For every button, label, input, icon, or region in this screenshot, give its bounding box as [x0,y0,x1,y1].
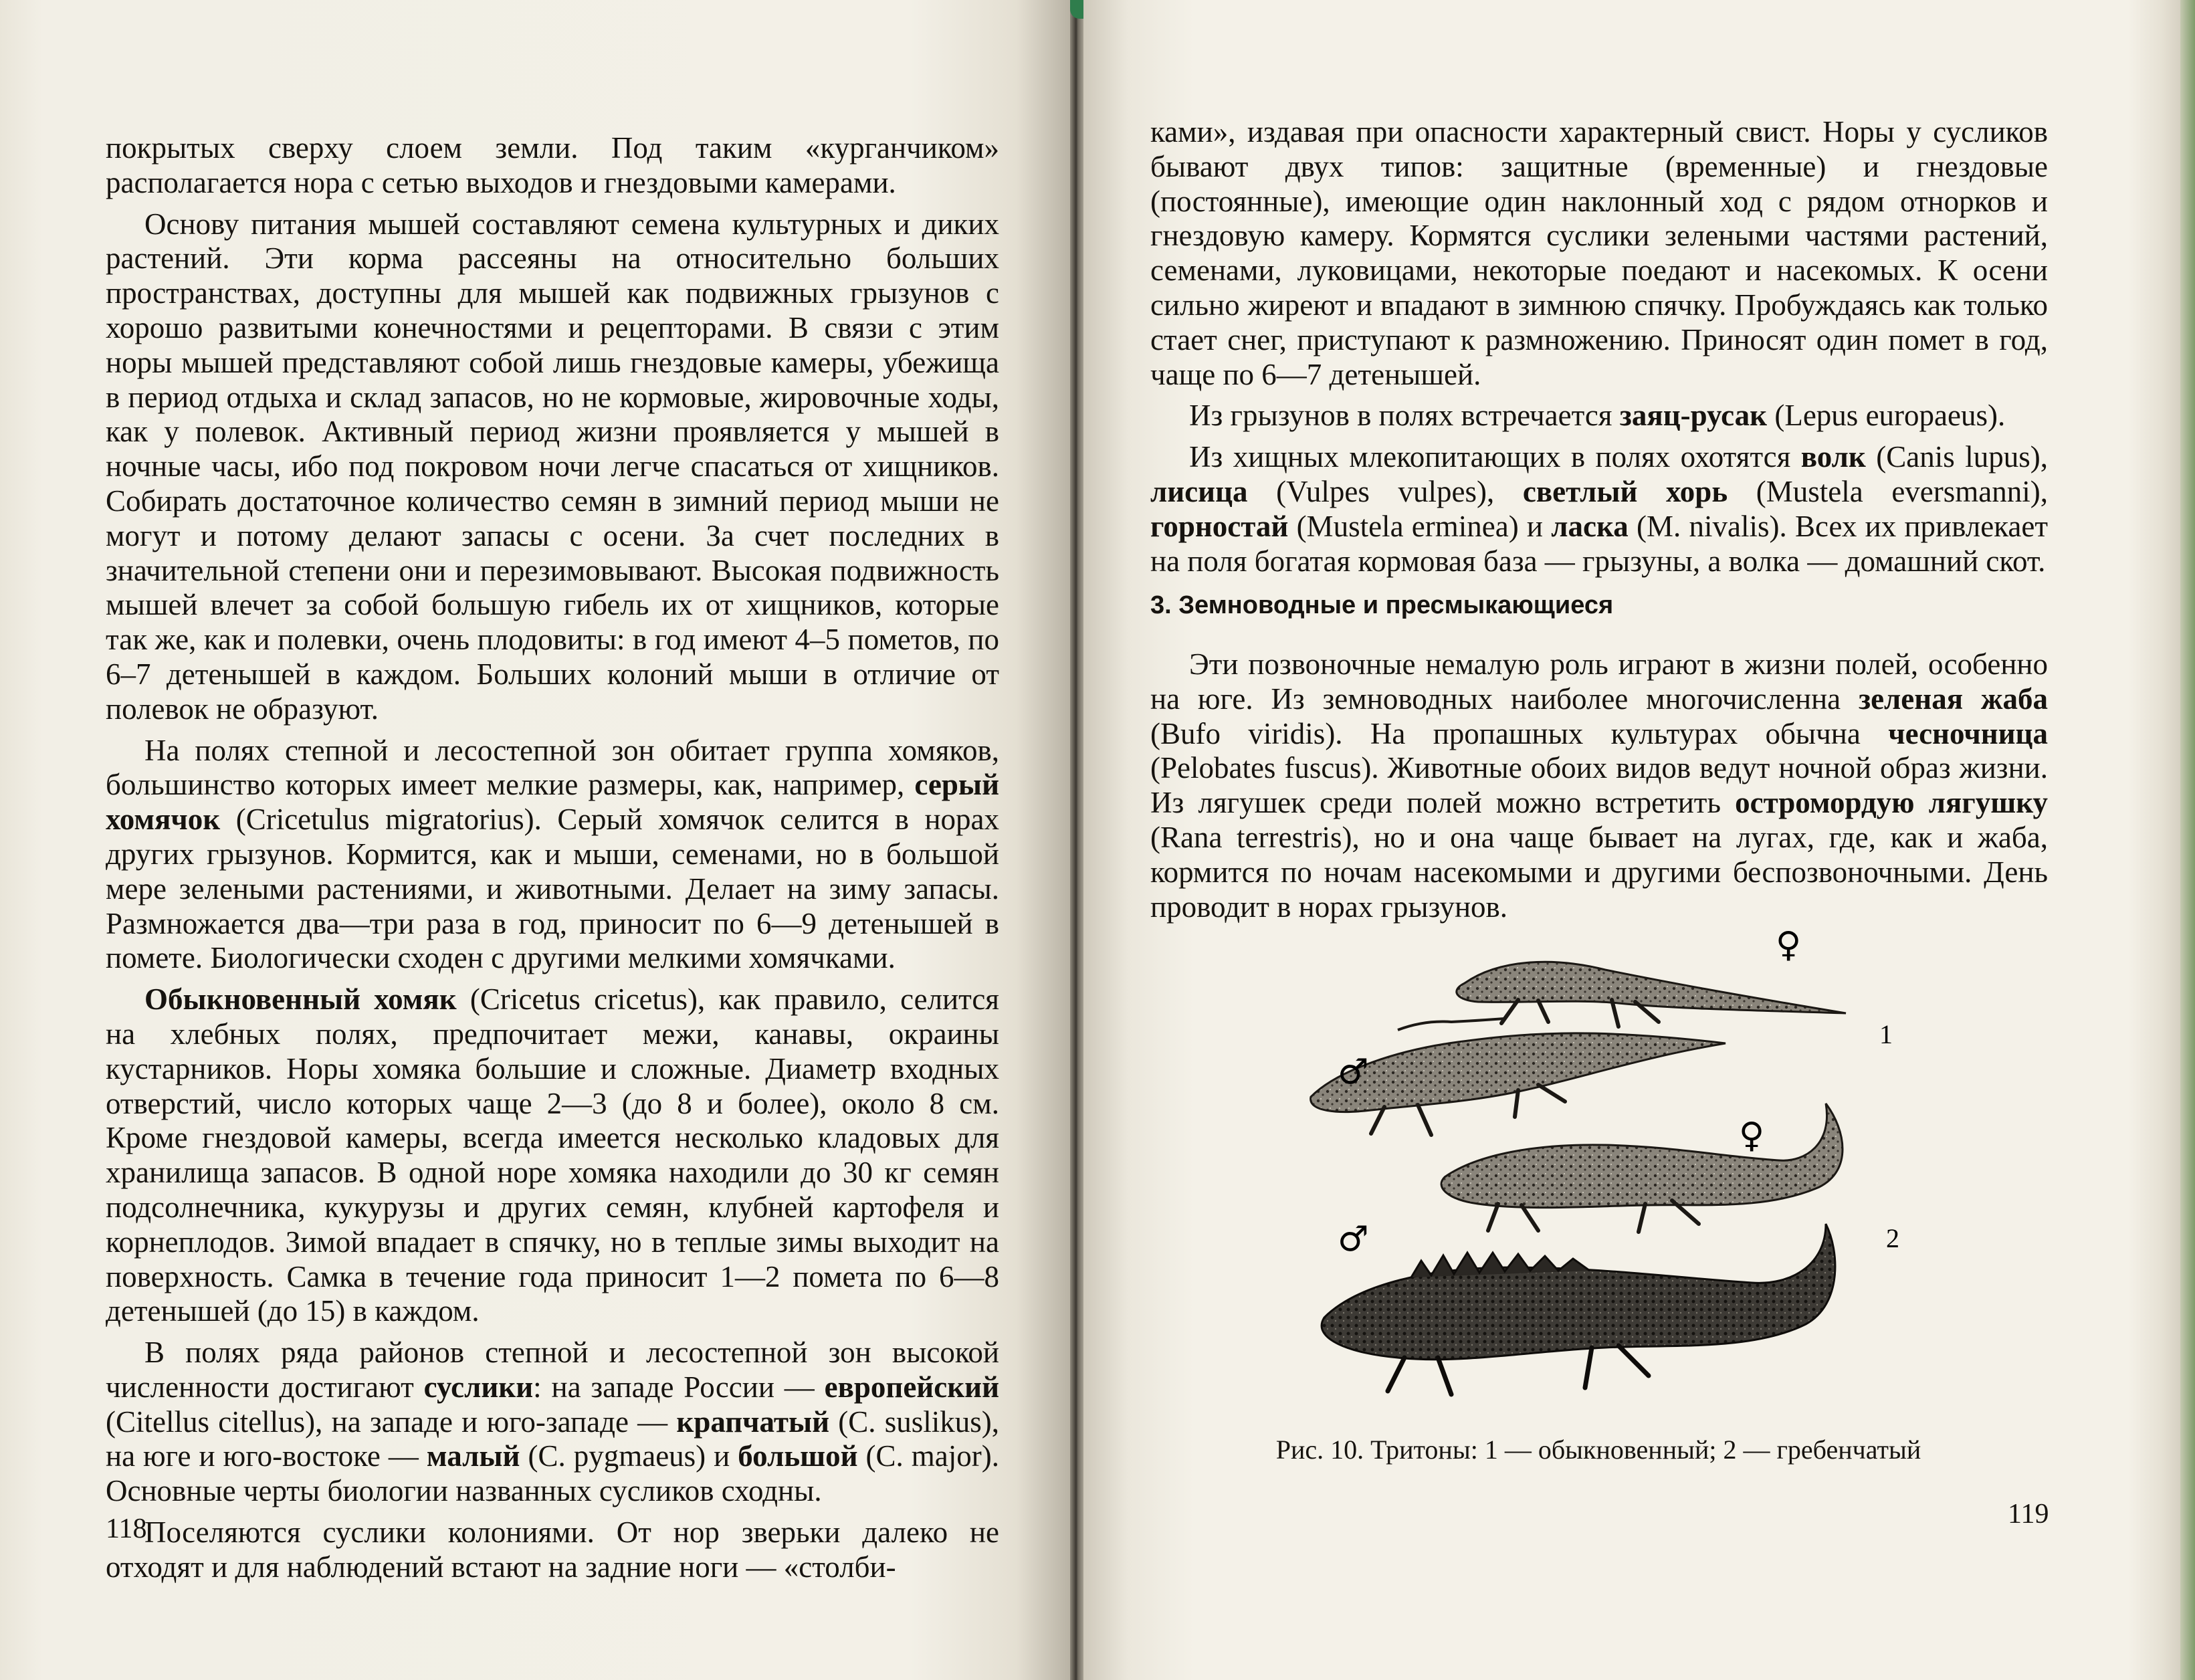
text-run: (Pelobates fuscus). Животные обоих видов ведут ночной образ жизни. Из лягушек среди полей можно встретить [1150,751,2048,820]
paragraph [1150,647,2048,924]
right-page-text-bottom [1150,647,2048,924]
text-run: (Canis lupus), [1865,440,2048,474]
text-run: (Mustela eversmanni), [1728,474,2048,508]
page-edge [2180,0,2195,1680]
right-page-text-top [1150,115,2048,579]
text-run: Эти позвоночные немалую роль играют в жизни полей, особенно на юге. Из земноводных наиболее многочисленна [1150,647,2048,716]
figure-label-2: 2 [1886,1223,1899,1253]
text-run: Из хищных млекопитающих в полях охотятся [1189,440,1801,474]
text-run: (M. nivalis). Всех их привлекает на поля богатая кормовая база — грызуны, а волка — домашний скот. [1150,509,2048,578]
bold-term: горностай [1150,509,1289,543]
text-run: (Mustela erminea) и [1288,509,1552,543]
paragraph [106,207,999,727]
newt-common-male [1311,1019,1726,1135]
figure-caption: Рис. 10. Тритоны: 1 — обыкновенный; 2 — гребенчатый [1275,1435,1921,1465]
text-run: (C. pygmaeus) и [520,1439,738,1473]
bold-term: серый хомячок [106,768,999,837]
paragraph [1150,115,2048,392]
text-run: Основу питания мышей составляют семена культурных и диких растений. Эти корма рассеяны на относительно больших пространствах, доступны для мышей как подвижных грызунов с хорошо развитыми конечностями и рецепторами. В связи с этим норы мышей представляют собой лишь гнездовые камеры, убежища в период отдыха и склад запасов, но не кормовые, жировочные ходы, как у полевок. Активный период жизни проявляется у мышей в ночные часы, ибо под покровом ночи легче спасаться от хищников. Собирать достаточное количество семян в зимний период мыши не могут и потому делают запасы с осени. За счет последних в значительной степени они и перезимовывают. Высокая подвижность мышей влечет за собой большую гибель их от хищников, которые так же, как и полевки, очень плодовиты: в год имеют 4–5 пометов, по 6–7 детенышей в каждом. Больших колоний мыши в отличие от полевок не образуют. [106,207,999,726]
bold-term: остромордую лягушку [1735,786,2049,820]
text-run: покрытых сверху слоем земли. Под таким «курганчиком» располагается нора с сетью выходов и гнездовыми камерами. [106,131,999,199]
book-gutter [1070,0,1083,1680]
text-run: (C. major). Основные черты биологии названных сусликов сходны. [106,1439,1000,1508]
female-symbol-1: ♀ [1776,930,1802,965]
bold-term: чесночница [1888,716,2048,750]
bold-term: лисица [1150,474,1248,508]
bold-term: зеленая жаба [1858,681,2048,716]
text-run: (Vulpes vulpes), [1247,474,1523,508]
newt-crested-female [1441,1104,1843,1232]
text-run: (Bufo viridis). На пропашных культурах обычна [1150,716,1889,750]
male-symbol-1: ♂ [1338,1052,1369,1092]
newt-crested-male [1322,1224,1835,1394]
paragraph [106,734,999,976]
male-symbol-2: ♂ [1338,1219,1369,1259]
figure-label-1: 1 [1879,1019,1893,1049]
bold-term: светлый хорь [1522,474,1728,508]
page-number-left: 118 [106,1513,147,1544]
paragraph [106,1515,999,1585]
page-number-right: 119 [2008,1499,2049,1530]
text-run: В полях ряда районов степной и лесостепной зон высокой численности достигают [106,1336,999,1404]
bold-term: заяц-русак [1619,399,1768,433]
bold-term: волк [1800,440,1866,474]
text-run: Поселяются суслики колониями. От нор зверьки далеко не отходят и для наблюдений встают на задние ноги — «столби- [106,1515,999,1584]
section-heading: 3. Земноводные и пресмыкающиеся [1150,591,1614,619]
bold-term: малый [426,1439,520,1473]
paragraph [106,1336,999,1509]
bold-term: крапчатый [676,1404,830,1439]
text-run: (Rana terrestris), но и она чаще бывает на лугах, где, как и жаба, кормится по ночам насекомыми и другими беспозвоночными. День проводит в норах грызунов. [1150,820,2048,924]
newt-common-female [1457,962,1846,1027]
paragraph [1150,399,2048,433]
text-run: ками», издавая при опасности характерный свист. Норы у сусликов бывают двух типов: защитные (временные) и гнездовые (постоянные), имеющие один наклонный ход с рядом отнорков и гнездовую камеру. Кормятся суслики зелеными частями растений, семенами, луковицами, некоторые поедают и насекомых. К осени сильно жиреют и впадают в зимнюю спячку. Пробуждаясь как только стает снег, приступают к размножению. Приносят один помет в год, чаще по 6—7 детенышей. [1150,115,2048,391]
female-symbol-2: ♀ [1739,1116,1765,1156]
text-run: (C. suslikus), на юге и юго-востоке — [106,1404,1000,1473]
paragraph [106,982,999,1329]
text-run: На полях степной и лесостепной зон обитает группа хомяков, большинство которых имеет мелкие размеры, как, например, [106,733,999,802]
text-run: (Citellus citellus), на западе и юго-западе — [106,1404,677,1439]
paragraph [106,131,999,201]
bold-term: суслики [423,1370,534,1404]
bold-term: Обыкновенный хомяк [144,982,457,1017]
bold-term: европейский [824,1370,999,1404]
newts-illustration [1297,930,1919,1445]
text-run: Из грызунов в полях встречается [1189,399,1620,433]
left-page-text [106,131,999,1585]
text-run: (Cricetus cricetus), как правило, селится на хлебных полях, предпочитает межи, канавы, окраины кустарников. Норы хомяка большие и сложные. Диаметр входных отверстий, число которых чаще 2—3 (до 8 и более), около 8 см. Кроме гнездовой камеры, всегда имеется несколько кладовых для хранилища запасов. В одной норе хомяка находили до 30 кг семян подсолнечника, кукурузы и других семян, клубней картофеля и корнеплодов. Зимой впадает в спячку, но в теплые зимы выходит на поверхность. Самка в течение года приносит 1—2 помета по 6—8 детенышей (до 15) в каждом. [106,982,1000,1328]
bold-term: большой [738,1439,858,1473]
bold-term: ласка [1551,509,1629,543]
text-run: (Cricetulus migratorius). Серый хомячок селится в норах других грызунов. Кормится, как и мыши, семенами, но в большой мере зелеными растениями, и животными. Делает на зиму запасы. Размножается два—три раза в год, приносит по 6—9 детенышей в помете. Биологически сходен с другими мелкими хомячками. [106,803,999,975]
text-run: (Lepus europaeus). [1767,399,2006,433]
paragraph [1150,440,2048,579]
text-run: : на западе России — [533,1370,825,1404]
left-page [0,0,1070,1680]
